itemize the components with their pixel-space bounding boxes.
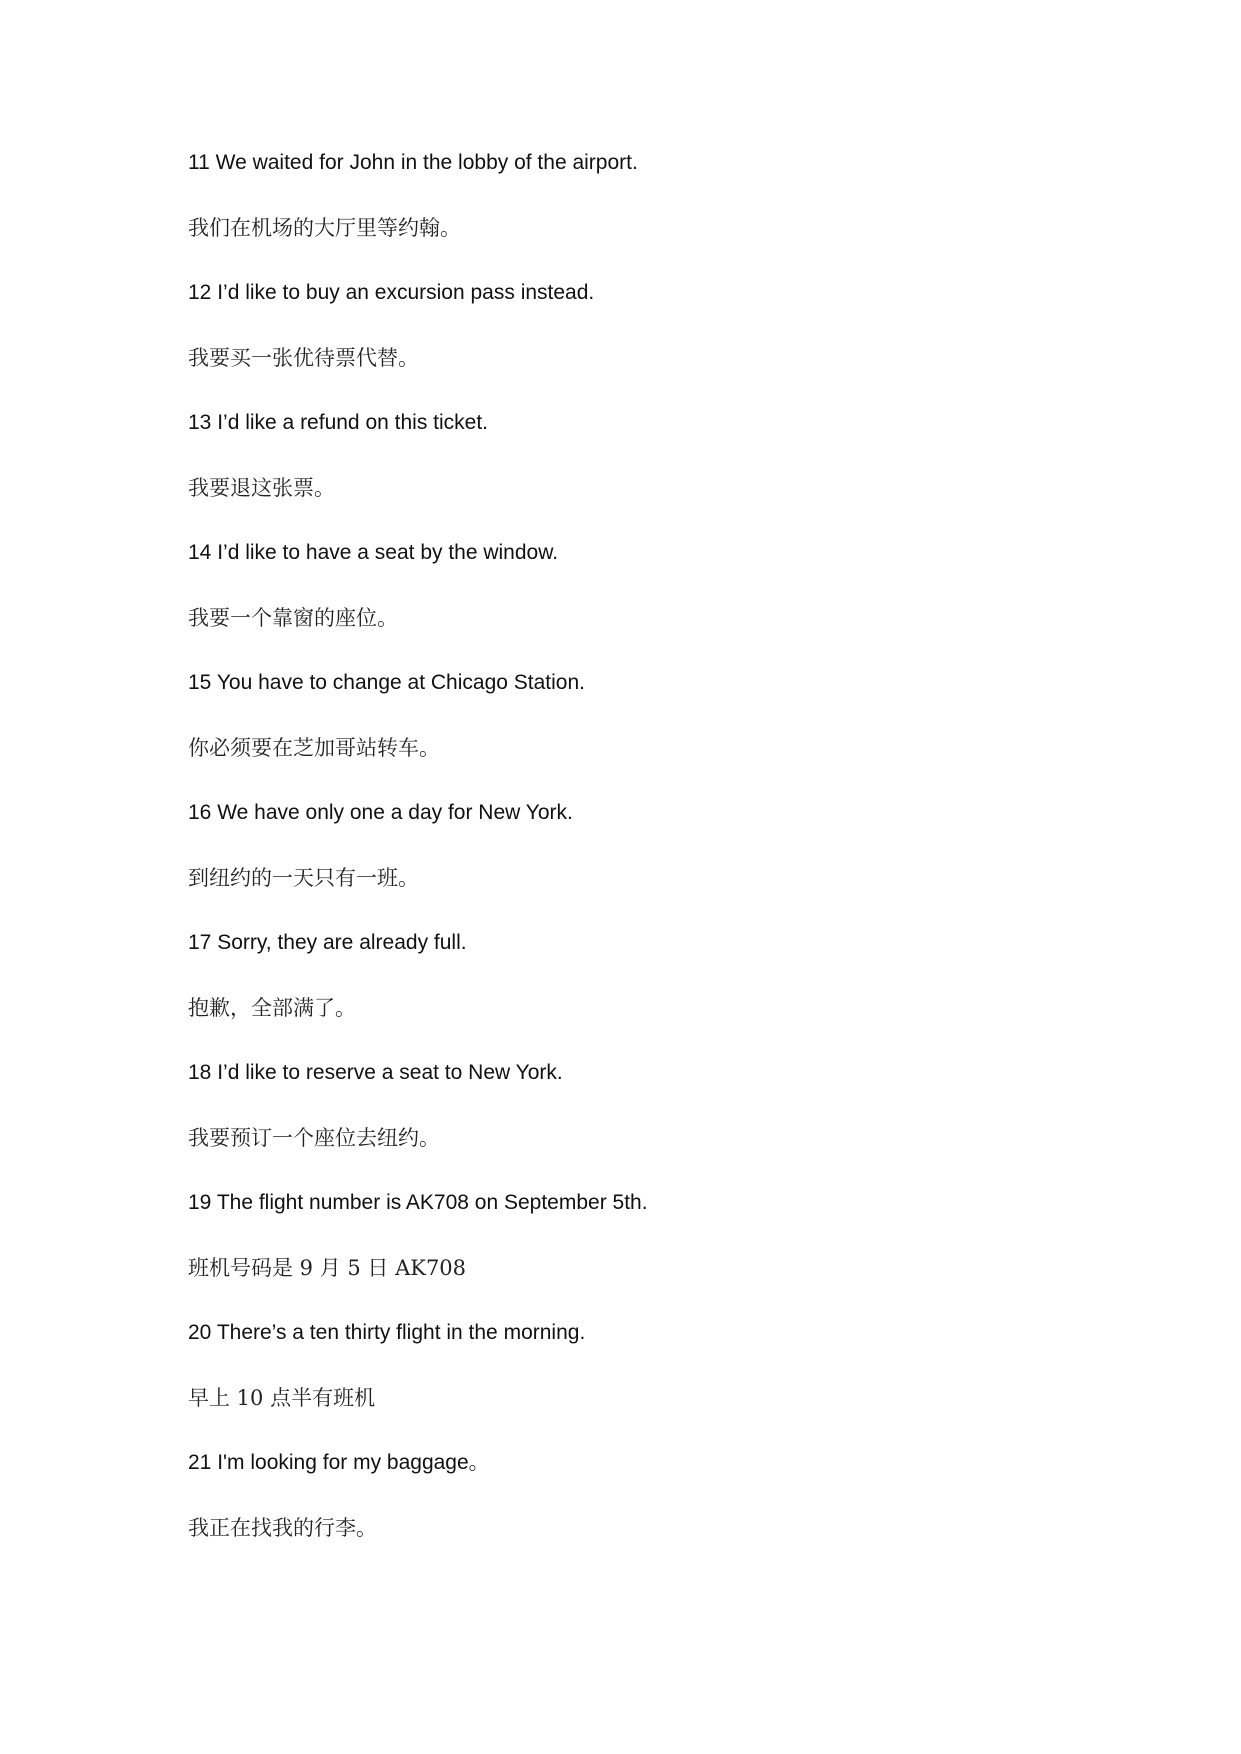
chinese-translation-17: 抱歉，全部满了。 [188, 996, 356, 1020]
chinese-translation-13: 我要退这张票。 [188, 476, 335, 500]
english-sentence-15: 15 You have to change at Chicago Station. [188, 671, 585, 694]
english-sentence-19: 19 The flight number is AK708 on September 5th. [188, 1191, 648, 1214]
chinese-translation-21: 我正在找我的行李。 [188, 1516, 377, 1540]
english-sentence-21: 21 I'm looking for my baggage。 [188, 1451, 490, 1474]
chinese-translation-16: 到纽约的一天只有一班。 [188, 866, 419, 890]
chinese-translation-12: 我要买一张优待票代替。 [188, 346, 419, 370]
english-sentence-11: 11 We waited for John in the lobby of the airport. [188, 151, 638, 174]
chinese-translation-18: 我要预订一个座位去纽约。 [188, 1126, 440, 1150]
chinese-translation-15: 你必须要在芝加哥站转车。 [188, 736, 440, 760]
english-sentence-12: 12 I’d like to buy an excursion pass instead. [188, 281, 595, 304]
english-sentence-16: 16 We have only one a day for New York. [188, 801, 573, 824]
english-sentence-18: 18 I’d like to reserve a seat to New York. [188, 1061, 563, 1084]
chinese-translation-20: 早上 10 点半有班机 [188, 1386, 376, 1410]
chinese-translation-19: 班机号码是 9 月 5 日 AK708 [188, 1256, 467, 1280]
english-sentence-17: 17 Sorry, they are already full. [188, 931, 467, 954]
sentence-list [188, 148, 1168, 1578]
english-sentence-14: 14 I’d like to have a seat by the window. [188, 541, 559, 564]
english-sentence-20: 20 There’s a ten thirty flight in the morning. [188, 1321, 586, 1344]
chinese-translation-11: 我们在机场的大厅里等约翰。 [188, 216, 461, 240]
english-sentence-13: 13 I’d like a refund on this ticket. [188, 411, 488, 434]
chinese-translation-14: 我要一个靠窗的座位。 [188, 606, 398, 630]
